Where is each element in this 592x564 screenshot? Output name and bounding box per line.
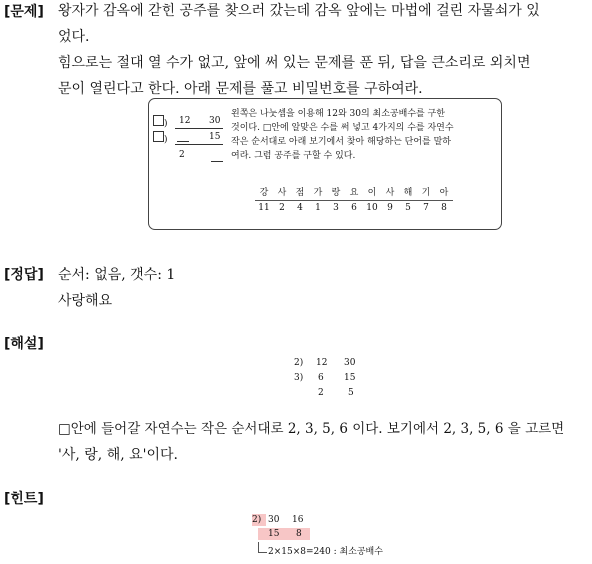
division-value: 15	[209, 132, 221, 142]
choice-words-row	[255, 183, 453, 201]
hint-label: [힌트]	[4, 491, 44, 507]
choice-number: 1	[315, 203, 321, 213]
explanation-line-2: '사, 랑, 해, 요'이다.	[58, 447, 178, 463]
division-figure	[153, 115, 233, 171]
explanation-label: [해설]	[4, 336, 44, 352]
desc-line: 왼쪽은 나눗셈을 이용해 12와 30의 최소공배수를 구한	[231, 109, 445, 119]
answer-label: [정답]	[4, 267, 44, 283]
choice-word: 사	[381, 183, 399, 201]
answer-line-2: 사랑해요	[58, 293, 113, 309]
problem-line-3: 힘으로는 절대 열 수가 없고, 앞에 써 있는 문제를 푼 뒤, 답을 큰소리로 외치면	[58, 55, 531, 71]
division-value: 30	[209, 116, 221, 126]
choice-number: 7	[423, 203, 429, 213]
choice-number: 6	[351, 203, 357, 213]
division-row-2: )	[153, 131, 168, 146]
desc-line: 것이다. □안에 알맞은 수를 써 넣고 4가지의 수를 자연수	[231, 123, 454, 133]
choice-word: 랑	[327, 183, 345, 201]
choice-word: 강	[255, 183, 273, 201]
choice-table	[255, 183, 453, 215]
choice-number: 9	[387, 203, 393, 213]
hint-value: 30	[268, 515, 280, 525]
choice-word: 기	[417, 183, 435, 201]
problem-label: [문제]	[4, 4, 44, 20]
desc-line: 여라. 그럼 공주를 구할 수 있다.	[231, 151, 356, 161]
blank-line	[211, 161, 223, 162]
division-value: 2	[179, 150, 185, 160]
problem-line-2: 었다.	[58, 29, 90, 45]
choice-number: 5	[405, 203, 411, 213]
division-value: 12	[179, 116, 191, 126]
explanation-division	[294, 357, 366, 403]
choice-word: 해	[399, 183, 417, 201]
hint-connector	[258, 542, 267, 553]
puzzle-box	[148, 98, 502, 230]
division-line	[175, 144, 223, 145]
hint-divisor: 2)	[252, 514, 266, 526]
puzzle-description	[231, 107, 497, 163]
blank-box	[153, 131, 164, 142]
problem-line-1: 왕자가 감옥에 갇힌 공주를 찾으러 갔는데 감옥 앞에는 마법에 걸린 자물쇠가 있	[58, 3, 540, 19]
hint-formula: 2×15×8=240 : 최소공배수	[268, 547, 383, 557]
choice-word: 아	[435, 183, 453, 201]
choice-word: 이	[363, 183, 381, 201]
choice-number: 4	[297, 203, 303, 213]
division-line	[175, 128, 223, 129]
division-value: 5	[348, 388, 354, 398]
hint-value: 8	[296, 529, 302, 539]
blank-box	[153, 115, 164, 126]
hint-quotient-row	[258, 528, 310, 540]
division-row-1: )	[153, 115, 168, 130]
blank-line	[177, 141, 189, 142]
divisor: 2)	[294, 358, 304, 368]
choice-word: 요	[345, 183, 363, 201]
choice-number: 2	[279, 203, 285, 213]
explanation-text	[58, 416, 588, 468]
choice-numbers-row	[255, 201, 453, 216]
desc-line: 작은 순서대로 아래 보기에서 찾아 해당하는 단어를 말하	[231, 137, 451, 147]
answer-line-1: 순서: 없음, 갯수: 1	[58, 267, 176, 283]
division-value: 12	[316, 358, 328, 368]
choice-word: 사	[273, 183, 291, 201]
answer-text	[58, 262, 588, 314]
problem-text	[58, 0, 588, 102]
division-value: 30	[344, 358, 356, 368]
choice-word: 점	[291, 183, 309, 201]
problem-line-4: 문이 열린다고 한다. 아래 문제를 풀고 비밀번호를 구하여라.	[58, 81, 423, 97]
explanation-line-1: □안에 들어갈 자연수는 작은 순서대로 2, 3, 5, 6 이다. 보기에서 2, 3, 5, 6 을 고르면	[58, 421, 565, 437]
choice-number: 8	[441, 203, 447, 213]
division-value: 2	[318, 388, 324, 398]
division-value: 6	[318, 373, 324, 383]
choice-number: 10	[366, 203, 378, 213]
division-value: 15	[344, 373, 356, 383]
hint-value: 16	[292, 515, 304, 525]
divisor: 3)	[294, 373, 304, 383]
choice-number: 3	[333, 203, 339, 213]
hint-figure	[252, 514, 432, 562]
choice-word: 가	[309, 183, 327, 201]
choice-number: 11	[258, 203, 270, 213]
hint-value: 15	[268, 529, 280, 539]
